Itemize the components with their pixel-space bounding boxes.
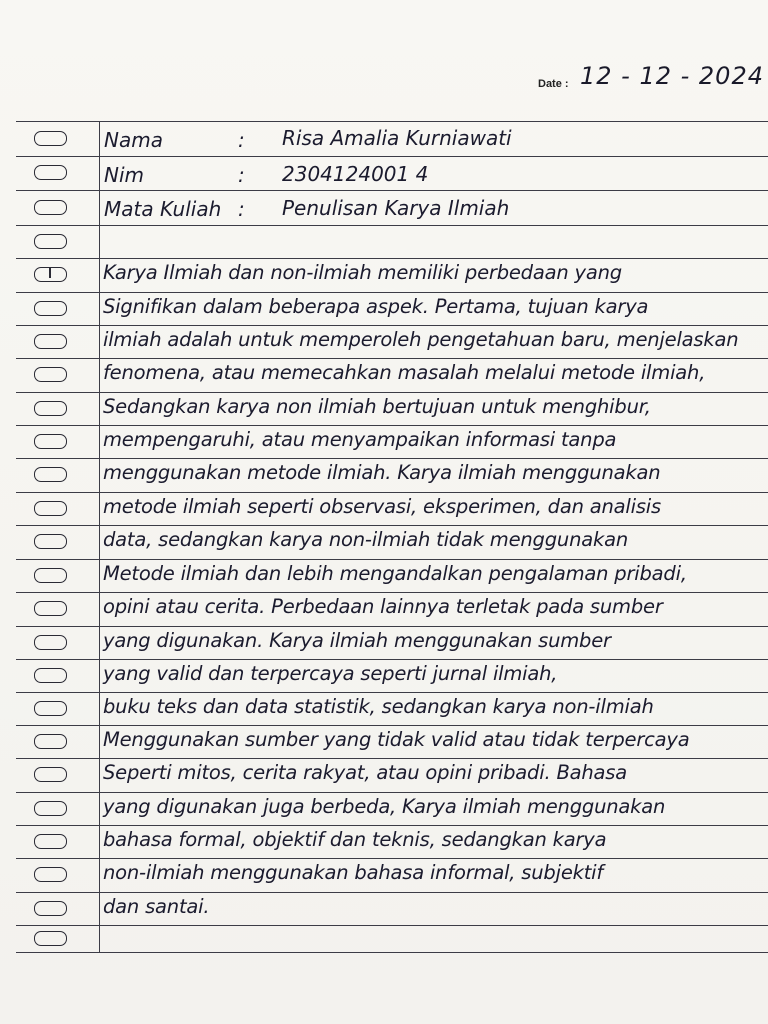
ruled-line: [16, 725, 768, 726]
body-line: Metode ilmiah dan lebih mengandalkan pengalaman pribadi,: [103, 562, 687, 585]
date-label: Date :: [538, 78, 569, 90]
ruled-line: [16, 458, 768, 459]
date-value: 12 - 12 - 2024: [580, 62, 764, 90]
ruled-line: [16, 925, 768, 926]
header-value-mata-kuliah: Penulisan Karya Ilmiah: [282, 196, 510, 220]
checkbox[interactable]: [34, 568, 67, 583]
checkbox[interactable]: [34, 767, 67, 782]
body-line: Signifikan dalam beberapa aspek. Pertama, tujuan karya: [103, 295, 649, 318]
checkbox[interactable]: [34, 635, 67, 650]
checkbox[interactable]: [34, 334, 67, 349]
margin-line: [99, 122, 100, 952]
header-colon-nama: :: [238, 128, 245, 152]
ruled-line: [16, 692, 768, 693]
header-colon-mata-kuliah: :: [238, 197, 245, 221]
ruled-line: [16, 225, 768, 226]
ruled-line: [16, 292, 768, 293]
header-value-nama: Risa Amalia Kurniawati: [282, 126, 512, 150]
body-line: yang digunakan. Karya ilmiah menggunakan sumber: [103, 629, 611, 652]
ruled-line: [16, 758, 768, 759]
header-value-nim: 2304124001 4: [282, 162, 429, 186]
checkbox[interactable]: [34, 267, 67, 282]
ruled-line: [16, 858, 768, 859]
checkbox[interactable]: [34, 467, 67, 482]
ruled-line: [16, 358, 768, 359]
ruled-line: [16, 492, 768, 493]
body-line: Menggunakan sumber yang tidak valid atau tidak terpercaya: [103, 728, 690, 751]
checkbox[interactable]: [34, 834, 67, 849]
ruled-line: [16, 559, 768, 560]
ruled-line: [16, 190, 768, 191]
body-line: Karya Ilmiah dan non-ilmiah memiliki perbedaan yang: [103, 261, 622, 284]
body-line: non-ilmiah menggunakan bahasa informal, subjektif: [103, 861, 604, 884]
ruled-line: [16, 592, 768, 593]
body-line: mempengaruhi, atau menyampaikan informasi tanpa: [103, 428, 617, 451]
body-line: menggunakan metode ilmiah. Karya ilmiah menggunakan: [103, 461, 661, 484]
ruled-line: [16, 121, 768, 122]
ruled-line: [16, 392, 768, 393]
checkbox[interactable]: [34, 200, 67, 215]
ruled-line: [16, 626, 768, 627]
checkbox[interactable]: [34, 901, 67, 916]
checkbox[interactable]: [34, 131, 67, 146]
ruled-line: [16, 525, 768, 526]
checkbox[interactable]: [34, 301, 67, 316]
header-key-nim: Nim: [104, 163, 144, 187]
body-line: yang valid dan terpercaya seperti jurnal ilmiah,: [103, 662, 558, 685]
header-key-nama: Nama: [104, 128, 163, 152]
body-line: dan santai.: [103, 895, 210, 918]
ruled-line: [16, 952, 768, 953]
ruled-line: [16, 325, 768, 326]
header-colon-nim: :: [238, 163, 245, 187]
checkbox[interactable]: [34, 734, 67, 749]
checkbox[interactable]: [34, 801, 67, 816]
body-line: yang digunakan juga berbeda, Karya ilmiah menggunakan: [103, 795, 666, 818]
checkbox[interactable]: [34, 701, 67, 716]
checkbox[interactable]: [34, 931, 67, 946]
body-line: Seperti mitos, cerita rakyat, atau opini pribadi. Bahasa: [103, 761, 627, 784]
body-line: bahasa formal, objektif dan teknis, sedangkan karya: [103, 828, 607, 851]
ruled-line: [16, 792, 768, 793]
checkbox-tick-mark: [49, 268, 51, 278]
ruled-line: [16, 425, 768, 426]
header-key-mata-kuliah: Mata Kuliah: [104, 197, 222, 221]
checkbox[interactable]: [34, 234, 67, 249]
body-line: metode ilmiah seperti observasi, eksperimen, dan analisis: [103, 495, 661, 518]
checkbox[interactable]: [34, 668, 67, 683]
ruled-line: [16, 825, 768, 826]
body-line: ilmiah adalah untuk memperoleh pengetahuan baru, menjelaskan: [103, 328, 739, 351]
ruled-line: [16, 258, 768, 259]
ruled-line: [16, 659, 768, 660]
ruled-line: [16, 892, 768, 893]
body-line: buku teks dan data statistik, sedangkan karya non-ilmiah: [103, 695, 654, 718]
checkbox[interactable]: [34, 534, 67, 549]
checkbox[interactable]: [34, 401, 67, 416]
checkbox[interactable]: [34, 601, 67, 616]
body-line: opini atau cerita. Perbedaan lainnya terletak pada sumber: [103, 595, 663, 618]
checkbox[interactable]: [34, 434, 67, 449]
checkbox[interactable]: [34, 165, 67, 180]
body-line: fenomena, atau memecahkan masalah melalui metode ilmiah,: [103, 361, 706, 384]
body-line: data, sedangkan karya non-ilmiah tidak menggunakan: [103, 528, 628, 551]
checkbox[interactable]: [34, 367, 67, 382]
checkbox[interactable]: [34, 867, 67, 882]
checkbox[interactable]: [34, 501, 67, 516]
body-line: Sedangkan karya non ilmiah bertujuan untuk menghibur,: [103, 395, 651, 418]
ruled-line: [16, 156, 768, 157]
